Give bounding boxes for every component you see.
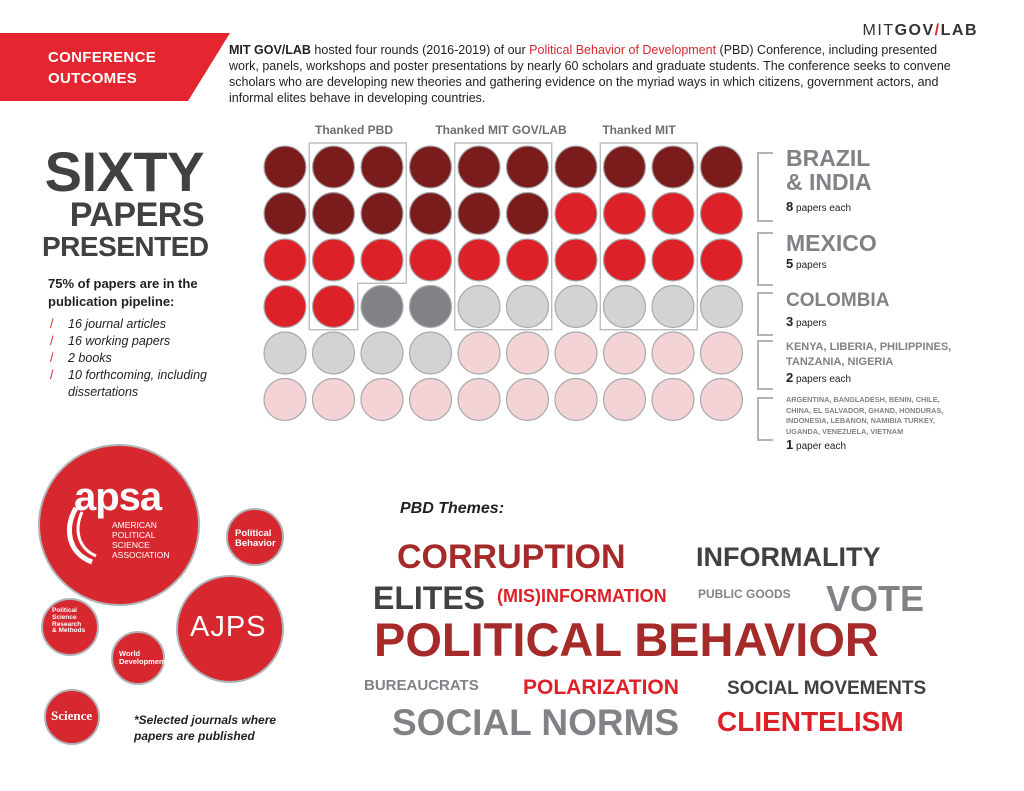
- country-two-papers: KENYA, LIBERIA, PHILIPPINES, TANZANIA, NIGERIA: [786, 341, 952, 368]
- logo-main: GOV: [894, 22, 935, 39]
- list-item: [50, 333, 240, 350]
- paper-dot: [604, 146, 646, 188]
- paper-dot: [555, 146, 597, 188]
- paper-dot: [652, 379, 694, 421]
- theme-word: ELITES: [373, 580, 486, 616]
- count-number: 3: [786, 314, 794, 329]
- count-number: 1: [786, 437, 794, 452]
- count-text: papers each: [793, 203, 852, 214]
- theme-word: CLIENTELISM: [717, 706, 904, 737]
- paper-dot: [604, 379, 646, 421]
- count-colombia: [786, 314, 827, 329]
- papers-dot-grid: [250, 118, 750, 438]
- paper-dot: [652, 239, 694, 281]
- count-number: 2: [786, 370, 794, 385]
- mit-govlab-logo: [863, 22, 978, 40]
- logo-suffix: LAB: [940, 22, 978, 39]
- bracket-two-papers: [757, 340, 773, 390]
- theme-word: SOCIAL NORMS: [392, 702, 680, 743]
- paper-dot: [652, 286, 694, 328]
- paper-dot: [264, 379, 306, 421]
- theme-word: (MIS)INFORMATION: [497, 586, 667, 606]
- paper-dot: [507, 379, 549, 421]
- paper-dot: [652, 146, 694, 188]
- paper-dot: [410, 332, 452, 374]
- paper-dot: [555, 286, 597, 328]
- paper-dot: [652, 332, 694, 374]
- logo-slash: /: [934, 22, 941, 39]
- paper-dot: [507, 332, 549, 374]
- paper-dot: [361, 332, 403, 374]
- country-one-paper: ARGENTINA, BANGLADESH, BENIN, CHILE, CHINA, EL SALVADOR, GHAND, HONDURAS, INDONESIA, LEBANON, NAMIBIA TURKEY, UGANDA, VENEZUELA, VIETNAM: [786, 395, 944, 436]
- paper-dot: [507, 286, 549, 328]
- logo-prefix: MIT: [862, 22, 895, 39]
- paper-dot: [361, 193, 403, 235]
- dots: [264, 146, 743, 421]
- headline-papers: PAPERS: [69, 196, 204, 234]
- count-text: papers: [793, 318, 827, 329]
- paper-dot: [701, 332, 743, 374]
- paper-dot: [458, 379, 500, 421]
- paper-dot: [458, 286, 500, 328]
- paper-dot: [701, 146, 743, 188]
- banner-title: [48, 47, 156, 89]
- list-item-text: 2 books: [68, 351, 112, 365]
- paper-dot: [701, 379, 743, 421]
- paper-dot: [652, 193, 694, 235]
- paper-dot: [555, 332, 597, 374]
- theme-word: VOTE: [826, 578, 925, 619]
- bracket-mexico: [757, 232, 773, 286]
- headline-presented: PRESENTED: [42, 231, 209, 262]
- paper-dot: [410, 193, 452, 235]
- headline-sixty: SIXTY: [44, 140, 204, 203]
- theme-word: POLARIZATION: [523, 676, 679, 699]
- apsa-logo: [62, 475, 182, 568]
- ajps-label: AJPS: [190, 611, 267, 643]
- paper-dot: [604, 239, 646, 281]
- paper-dot: [313, 332, 355, 374]
- paper-dot: [701, 239, 743, 281]
- paper-dot: [264, 239, 306, 281]
- list-item: [50, 350, 240, 367]
- paper-dot: [458, 239, 500, 281]
- theme-word: INFORMALITY: [696, 542, 881, 572]
- count-number: 8: [786, 199, 794, 214]
- theme-word: BUREAUCRATS: [364, 677, 479, 694]
- paper-dot: [361, 239, 403, 281]
- paper-dot: [555, 239, 597, 281]
- psrm-label: Political Science Research & Methods: [52, 607, 86, 635]
- bracket-brazil-india: [757, 152, 773, 222]
- country-colombia: COLOMBIA: [786, 290, 890, 311]
- intro-lead: MIT GOV/LAB: [229, 43, 311, 57]
- paper-dot: [410, 379, 452, 421]
- paper-dot: [555, 193, 597, 235]
- slash-bullet: /: [50, 368, 54, 382]
- journals-note: *Selected journals where papers are published: [134, 713, 277, 743]
- paper-dot: [410, 286, 452, 328]
- banner-line-2: OUTCOMES: [48, 70, 138, 87]
- count-two-papers: [786, 370, 851, 385]
- paper-dot: [458, 332, 500, 374]
- paper-dot: [604, 193, 646, 235]
- paper-dot: [458, 146, 500, 188]
- publication-list: [50, 316, 240, 401]
- count-text: papers: [793, 260, 827, 271]
- banner-line-1: CONFERENCE: [48, 49, 157, 66]
- theme-word: POLITICAL BEHAVIOR: [374, 613, 879, 666]
- paper-dot: [410, 146, 452, 188]
- list-item: [50, 367, 240, 401]
- paper-dot: [264, 193, 306, 235]
- slash-bullet: /: [50, 334, 54, 348]
- label-thanked-govlab: Thanked MIT GOV/LAB: [435, 123, 567, 137]
- intro-paragraph: [229, 42, 969, 106]
- count-number: 5: [786, 256, 794, 271]
- theme-word: PUBLIC GOODS: [698, 587, 791, 601]
- apsa-wordmark: apsa: [74, 475, 162, 519]
- intro-text-b: (PBD) Conference, including presented work, panels, workshops and poster presentations by nearly 60 scholars and graduate students. The conference seeks to convene scholars who are developing new theories and gathering evidence on the myriad ways in which citizens, government actors, and informal elites behave in developing countries.: [229, 43, 951, 105]
- list-item-text: 16 working papers: [68, 334, 171, 348]
- slash-bullet: /: [50, 351, 54, 365]
- count-text: papers each: [793, 374, 852, 385]
- list-item: [50, 316, 240, 333]
- world-development-label: World Development: [119, 649, 167, 666]
- label-thanked-mit: Thanked MIT: [602, 123, 676, 137]
- count-text: paper each: [793, 441, 847, 452]
- paper-dot: [507, 239, 549, 281]
- paper-dot: [313, 146, 355, 188]
- paper-dot: [361, 379, 403, 421]
- bracket-colombia: [757, 292, 773, 336]
- country-brazil-india: BRAZIL & INDIA: [786, 145, 872, 195]
- paper-dot: [313, 239, 355, 281]
- themes-title: PBD Themes:: [400, 500, 505, 517]
- paper-dot: [701, 193, 743, 235]
- list-item-text: 10 forthcoming, including dissertations: [68, 368, 207, 399]
- label-thanked-pbd: Thanked PBD: [314, 123, 394, 137]
- paper-dot: [264, 286, 306, 328]
- paper-dot: [410, 239, 452, 281]
- paper-dot: [264, 332, 306, 374]
- count-brazil-india: [786, 199, 851, 214]
- paper-dot: [361, 146, 403, 188]
- paper-dot: [604, 332, 646, 374]
- paper-dot: [555, 379, 597, 421]
- paper-dot: [458, 193, 500, 235]
- paper-dot: [507, 193, 549, 235]
- paper-dot: [313, 193, 355, 235]
- science-label: Science: [51, 708, 93, 723]
- apsa-subtitle: AMERICAN POLITICAL SCIENCE ASSOCIATION: [112, 520, 170, 560]
- conference-name: Political Behavior of Development: [529, 43, 717, 57]
- country-mexico: MEXICO: [786, 230, 877, 256]
- bracket-one-paper: [757, 397, 773, 441]
- paper-dot: [604, 286, 646, 328]
- political-behavior-label: Political Behavior: [235, 528, 276, 549]
- paper-dot: [313, 286, 355, 328]
- paper-dot: [264, 146, 306, 188]
- paper-dot: [701, 286, 743, 328]
- paper-dot: [507, 146, 549, 188]
- count-one-paper: [786, 437, 846, 452]
- theme-word: CORRUPTION: [397, 538, 626, 576]
- intro-text-a: hosted four rounds (2016-2019) of our: [310, 43, 530, 57]
- list-item-text: 16 journal articles: [68, 317, 166, 331]
- paper-dot: [361, 286, 403, 328]
- slash-bullet: /: [50, 317, 54, 331]
- count-mexico: [786, 256, 827, 271]
- pipeline-statement: 75% of papers are in the publication pipeline:: [48, 276, 198, 309]
- theme-word: SOCIAL MOVEMENTS: [727, 678, 927, 699]
- paper-dot: [313, 379, 355, 421]
